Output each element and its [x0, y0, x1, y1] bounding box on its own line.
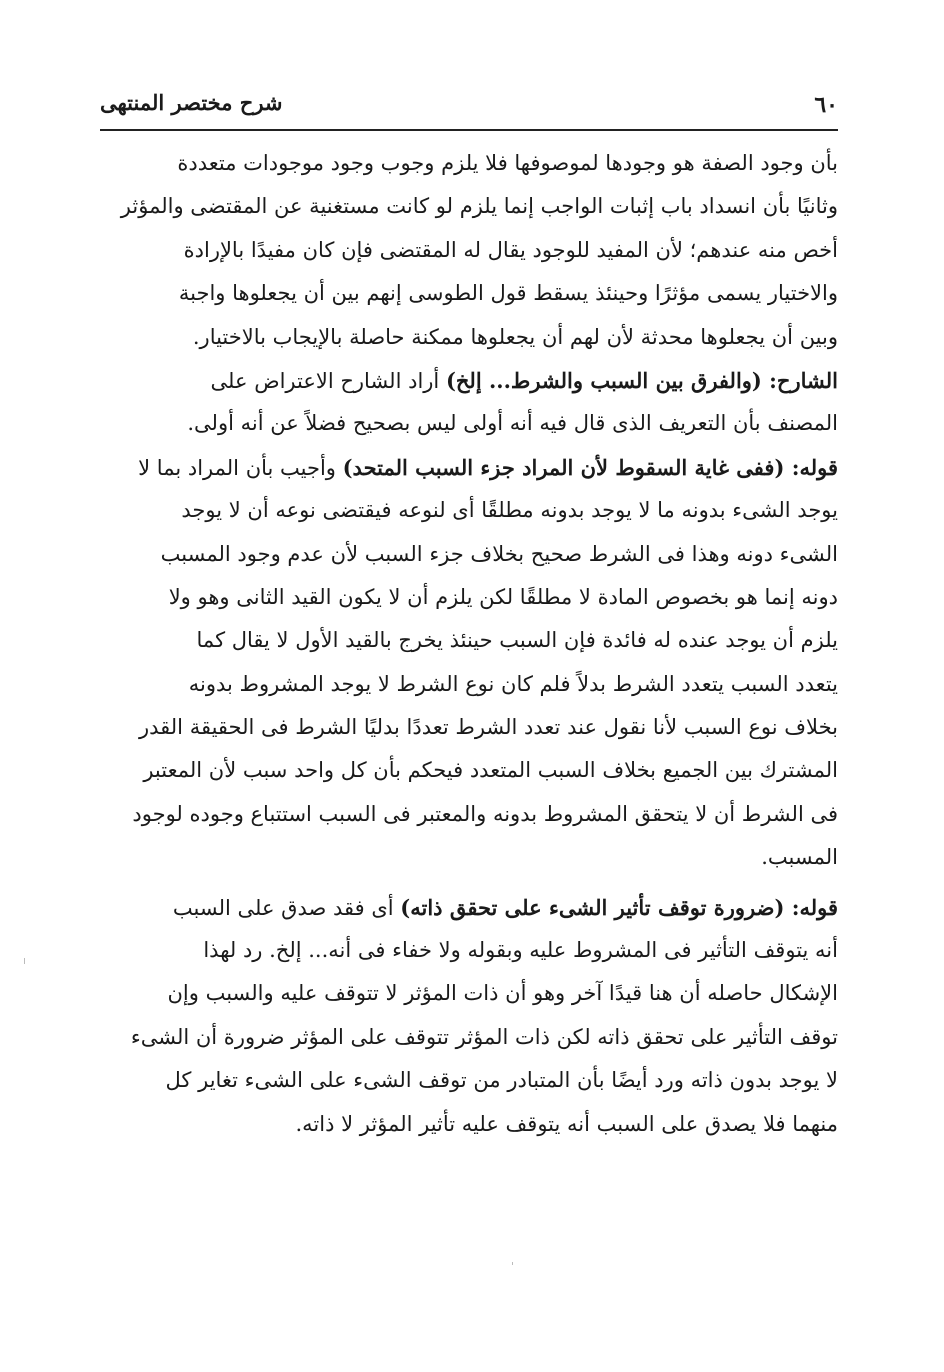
body-text — [100, 142, 838, 1146]
running-head — [100, 86, 838, 126]
text-line — [100, 359, 838, 402]
text-line — [100, 619, 838, 662]
line-text: بأن وجود الصفة هو وجودها لموصوفها فلا يلزم وجوب وجود موجودات متعددة — [177, 151, 838, 175]
text-line — [100, 749, 838, 792]
text-line — [100, 185, 838, 228]
scan-speck — [512, 1262, 513, 1265]
text-line — [100, 446, 838, 489]
header-rule — [100, 129, 838, 131]
commentary-lemma: قوله: (ضرورة توقف تأثير الشىء على تحقق ذاته) — [400, 894, 838, 920]
line-text: المصنف بأن التعريف الذى قال فيه أنه أولى ليس بصحيح فضلاً عن أنه أولى. — [187, 411, 838, 436]
line-text: منهما فلا يصدق على السبب أنه يتوقف عليه تأثير المؤثر لا ذاته. — [295, 1111, 838, 1136]
text-line — [100, 972, 838, 1015]
text-line — [100, 316, 838, 359]
line-text: لا يوجد بدون ذاته ورد أيضًا بأن المتبادر من توقف الشىء على الشىء تغاير كل — [165, 1068, 838, 1093]
text-line — [100, 929, 838, 972]
text-line — [100, 142, 838, 185]
text-line — [100, 1016, 838, 1059]
text-line — [100, 402, 838, 445]
line-text: يتعدد السبب يتعدد الشرط بدلاً فلم كان نوع الشرط لا يوجد المشروط بدونه — [188, 671, 838, 696]
text-line — [100, 836, 838, 879]
line-text: أراد الشارح الاعتراض على — [210, 368, 446, 393]
line-text: وثانيًا بأن انسداد باب إثبات الواجب إنما يلزم لو كانت مستغنية عن المقتضى والمؤثر — [120, 194, 838, 219]
line-text: الإشكال حاصله أن هنا قيدًا آخر وهو أن ذات المؤثر لا تتوقف عليه والسبب وإن — [167, 981, 838, 1006]
text-line — [100, 886, 838, 929]
book-title: شرح مختصر المنتهى — [100, 90, 283, 115]
line-text: بخلاف نوع السبب لأنا نقول عند تعدد الشرط تعددًا بدليًا الشرط فى الحقيقة القدر — [139, 715, 838, 740]
page-number: ٦٠ — [814, 92, 838, 118]
commentary-lemma: قوله: (ففى غاية السقوط لأن المراد جزء السبب المتحد) — [342, 454, 838, 480]
line-text: فى الشرط أن لا يتحقق المشروط بدونه والمعتبر فى السبب استتباع وجوده لوجود — [132, 801, 838, 826]
line-text: والاختيار يسمى مؤثرًا وحينئذ يسقط قول الطوسى إنهم بين أن يجعلوها واجبة — [178, 281, 838, 306]
line-text: أى فقد صدق على السبب — [172, 895, 401, 920]
line-text: توقف التأثير على تحقق ذاته لكن ذات المؤثر تتوقف على المؤثر ضرورة أن الشىء — [130, 1024, 838, 1049]
text-line — [100, 1059, 838, 1102]
line-text: أنه يتوقف التأثير فى المشروط عليه وبقوله ولا خفاء فى أنه... إلخ. رد لهذا — [203, 938, 838, 963]
text-line — [100, 229, 838, 272]
line-text: المسبب. — [761, 845, 838, 870]
line-text: الشىء دونه وهذا فى الشرط صحيح بخلاف جزء السبب لأن عدم وجود المسبب — [160, 541, 838, 566]
line-text: دونه إنما هو بخصوص المادة لا مطلقًا لكن يلزم أن لا يكون القيد الثانى وهو ولا — [168, 584, 838, 609]
text-line — [100, 793, 838, 836]
text-line — [100, 489, 838, 532]
text-line — [100, 1103, 838, 1146]
line-text: أخص منه عندهم؛ لأن المفيد للوجود يقال له المقتضى فإن كان مفيدًا بالإرادة — [183, 237, 838, 262]
line-text: وبين أن يجعلوها محدثة لأن لهم أن يجعلوها ممكنة حاصلة بالإيجاب بالاختيار. — [192, 324, 838, 349]
text-line — [100, 706, 838, 749]
text-line — [100, 576, 838, 619]
line-text: المشترك بين الجميع بخلاف السبب المتعدد فيحكم بأن كل واحد سبب لأن المعتبر — [143, 758, 838, 783]
line-text: وأجيب بأن المراد بما لا — [138, 455, 343, 480]
scan-speck — [24, 958, 25, 964]
commentary-lemma: الشارح: (والفرق بين السبب والشرط... إلخ) — [445, 367, 838, 393]
line-text: يلزم أن يوجد عنده له فائدة فإن السبب حينئذ يخرج بالقيد الأول لا يقال كما — [196, 628, 838, 653]
text-line — [100, 533, 838, 576]
text-line — [100, 272, 838, 315]
line-text: يوجد الشىء بدونه ما لا يوجد بدونه مطلقًا أى لنوعه فيقتضى نوعه أن لا يوجد — [181, 498, 838, 523]
text-line — [100, 663, 838, 706]
